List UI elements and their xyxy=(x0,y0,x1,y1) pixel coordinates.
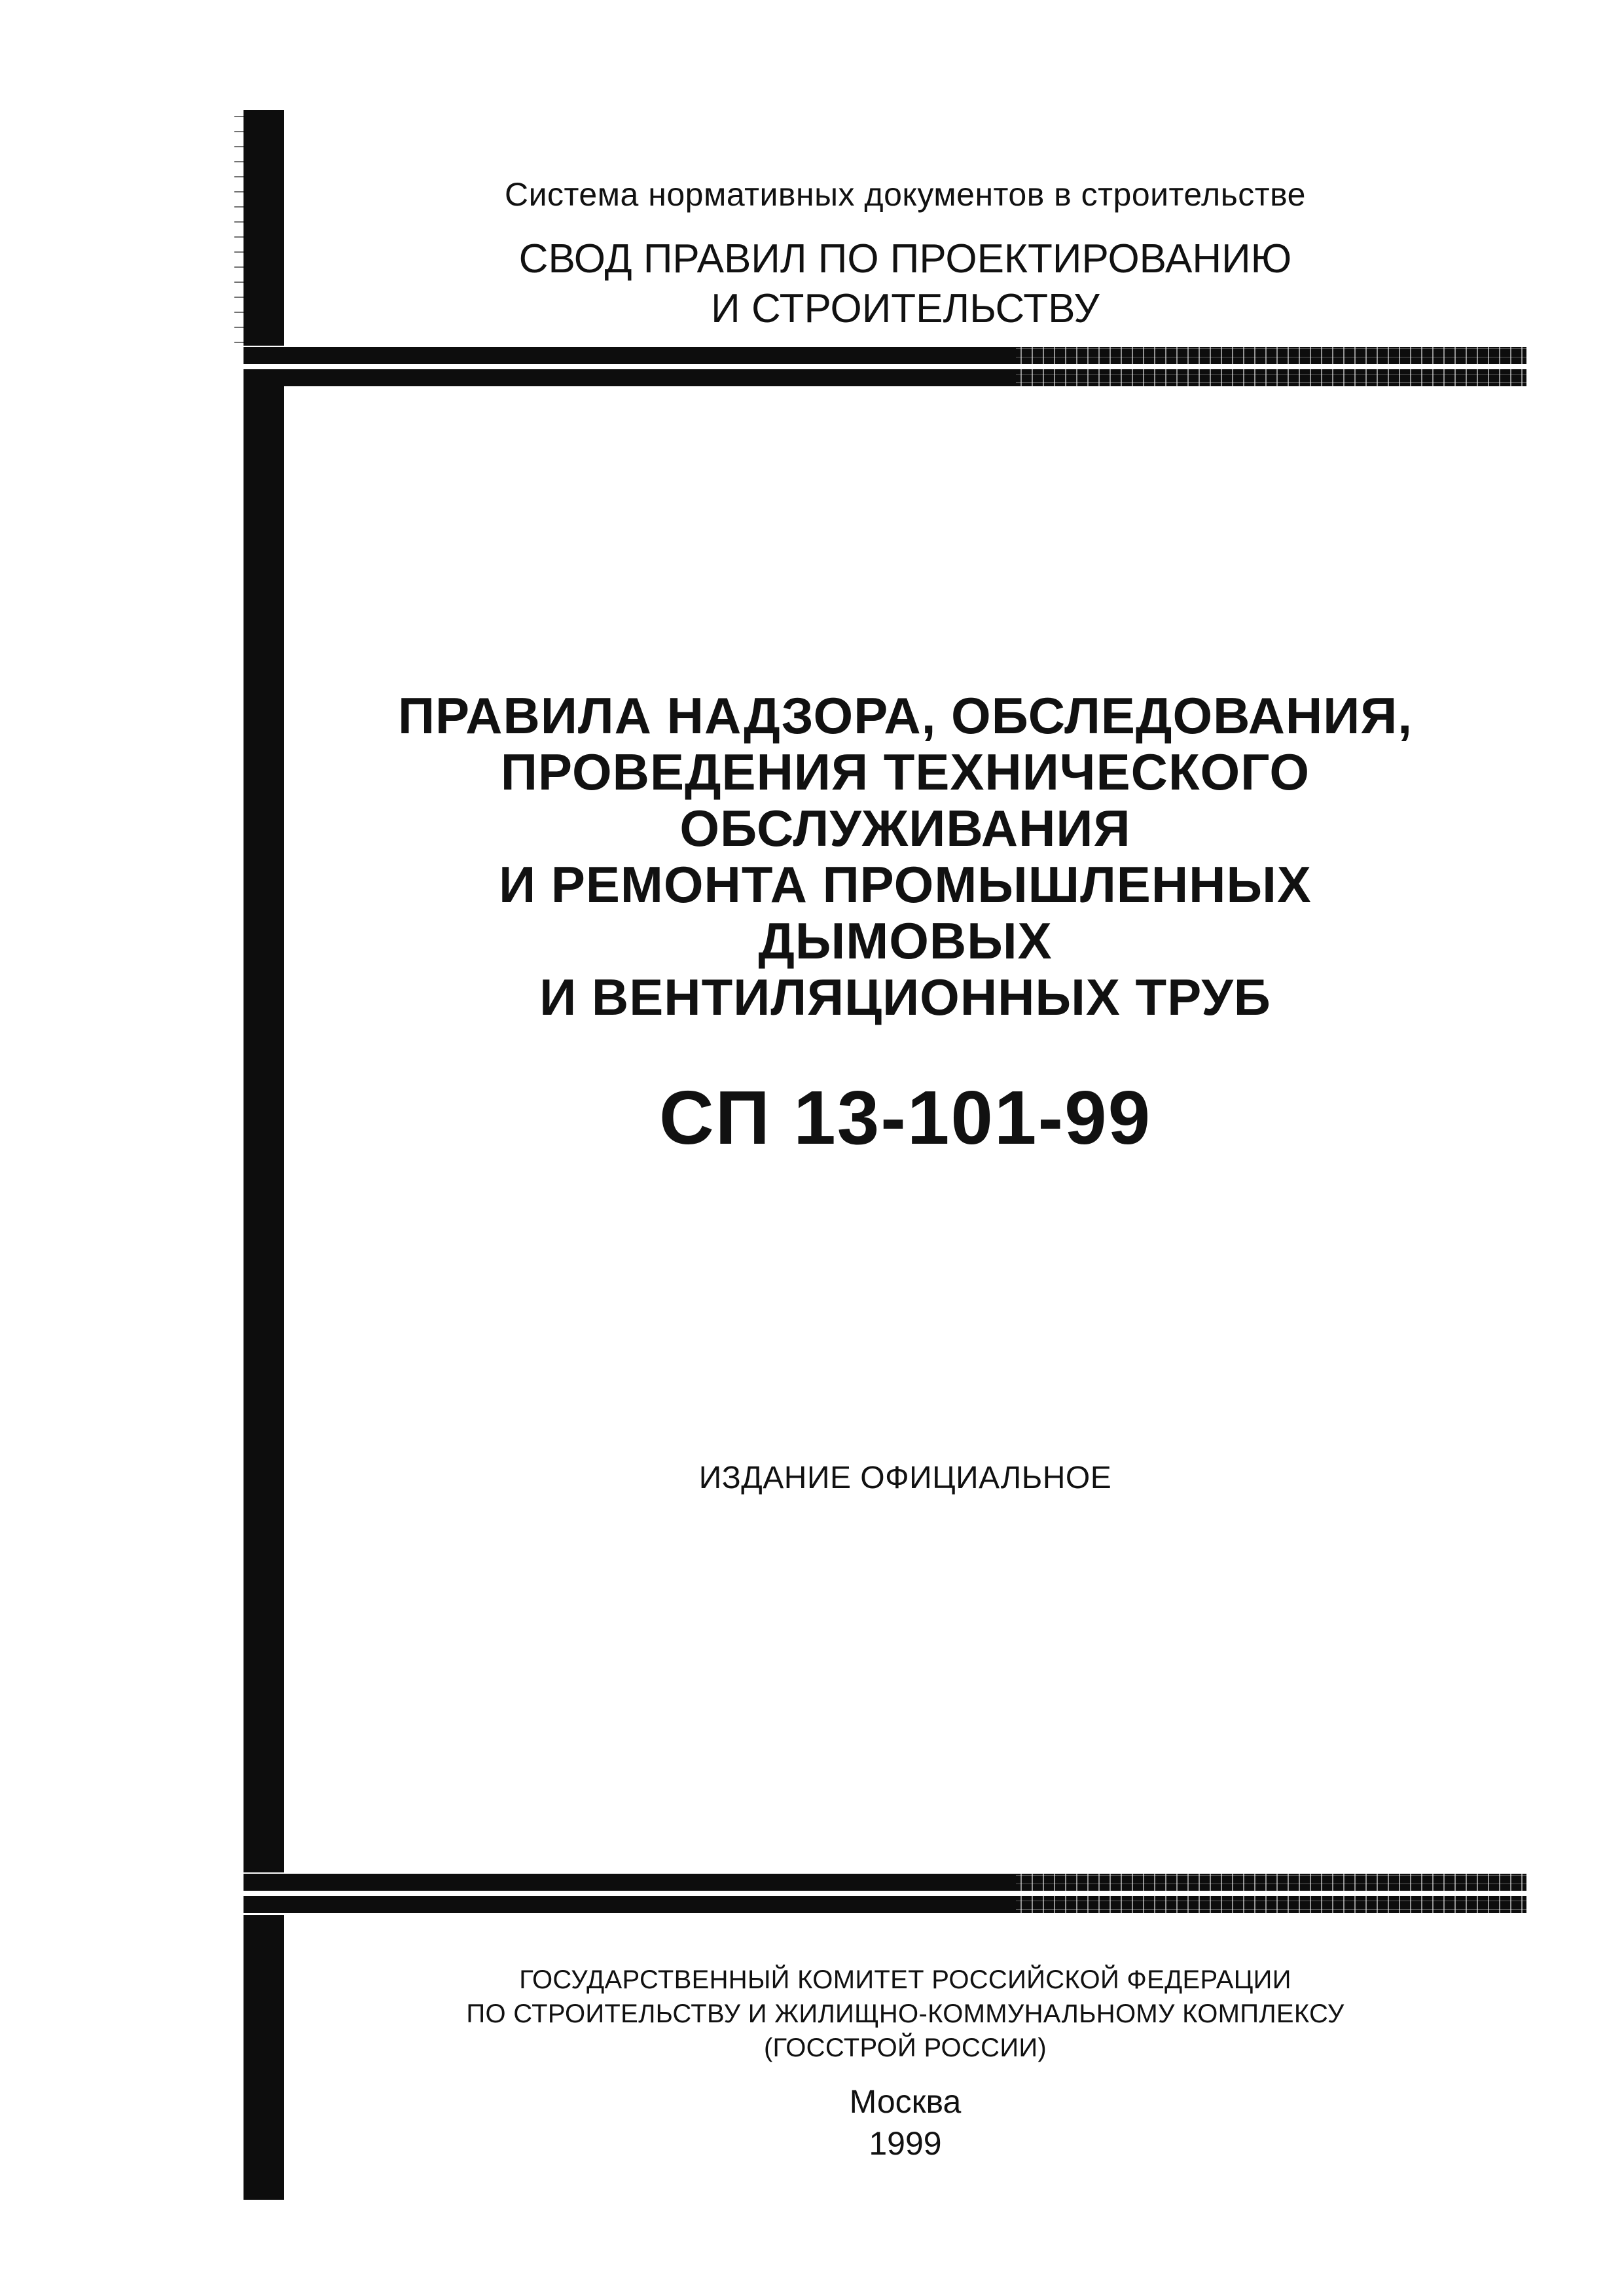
scan-speckle xyxy=(234,110,245,346)
scan-noise xyxy=(1016,347,1526,386)
document-title-line: И РЕМОНТА ПРОМЫШЛЕННЫХ xyxy=(499,856,1312,913)
left-frame-bar-lower xyxy=(244,1915,284,2200)
bottom-horizontal-rule xyxy=(244,1874,1526,1913)
document-title xyxy=(284,687,1526,1025)
document-title-line: ПРАВИЛА НАДЗОРА, ОБСЛЕДОВАНИЯ, xyxy=(397,687,1413,744)
publication-year: 1999 xyxy=(869,2125,942,2162)
publication-city: Москва xyxy=(849,2083,962,2120)
code-title-line: СВОД ПРАВИЛ ПО ПРОЕКТИРОВАНИЮ xyxy=(518,236,1292,282)
edition-label: ИЗДАНИЕ ОФИЦИАЛЬНОЕ xyxy=(698,1461,1112,1495)
document-number: СП 13-101-99 xyxy=(659,1075,1152,1160)
document-title-line: ОБСЛУЖИВАНИЯ xyxy=(679,799,1131,857)
series-name: Система нормативных документов в строительстве xyxy=(505,176,1306,213)
scan-noise xyxy=(1016,1874,1526,1913)
publisher-line: (ГОССТРОЙ РОССИИ) xyxy=(763,2033,1047,2062)
left-frame-bar-middle xyxy=(244,386,284,1872)
code-title-line: И СТРОИТЕЛЬСТВУ xyxy=(711,286,1100,331)
top-horizontal-rule xyxy=(244,347,1526,386)
publisher xyxy=(284,1963,1526,2065)
code-title xyxy=(284,234,1526,334)
publisher-line: ПО СТРОИТЕЛЬСТВУ И ЖИЛИЩНО-КОММУНАЛЬНОМУ КОМПЛЕКСУ xyxy=(466,1999,1344,2028)
document-title-line: ДЫМОВЫХ xyxy=(758,912,1053,970)
publisher-line: ГОСУДАРСТВЕННЫЙ КОМИТЕТ РОССИЙСКОЙ ФЕДЕРАЦИИ xyxy=(519,1965,1291,1994)
document-title-line: ПРОВЕДЕНИЯ ТЕХНИЧЕСКОГО xyxy=(500,743,1310,801)
left-frame-bar-upper xyxy=(244,110,284,346)
document-title-line: И ВЕНТИЛЯЦИОННЫХ ТРУБ xyxy=(539,968,1271,1026)
